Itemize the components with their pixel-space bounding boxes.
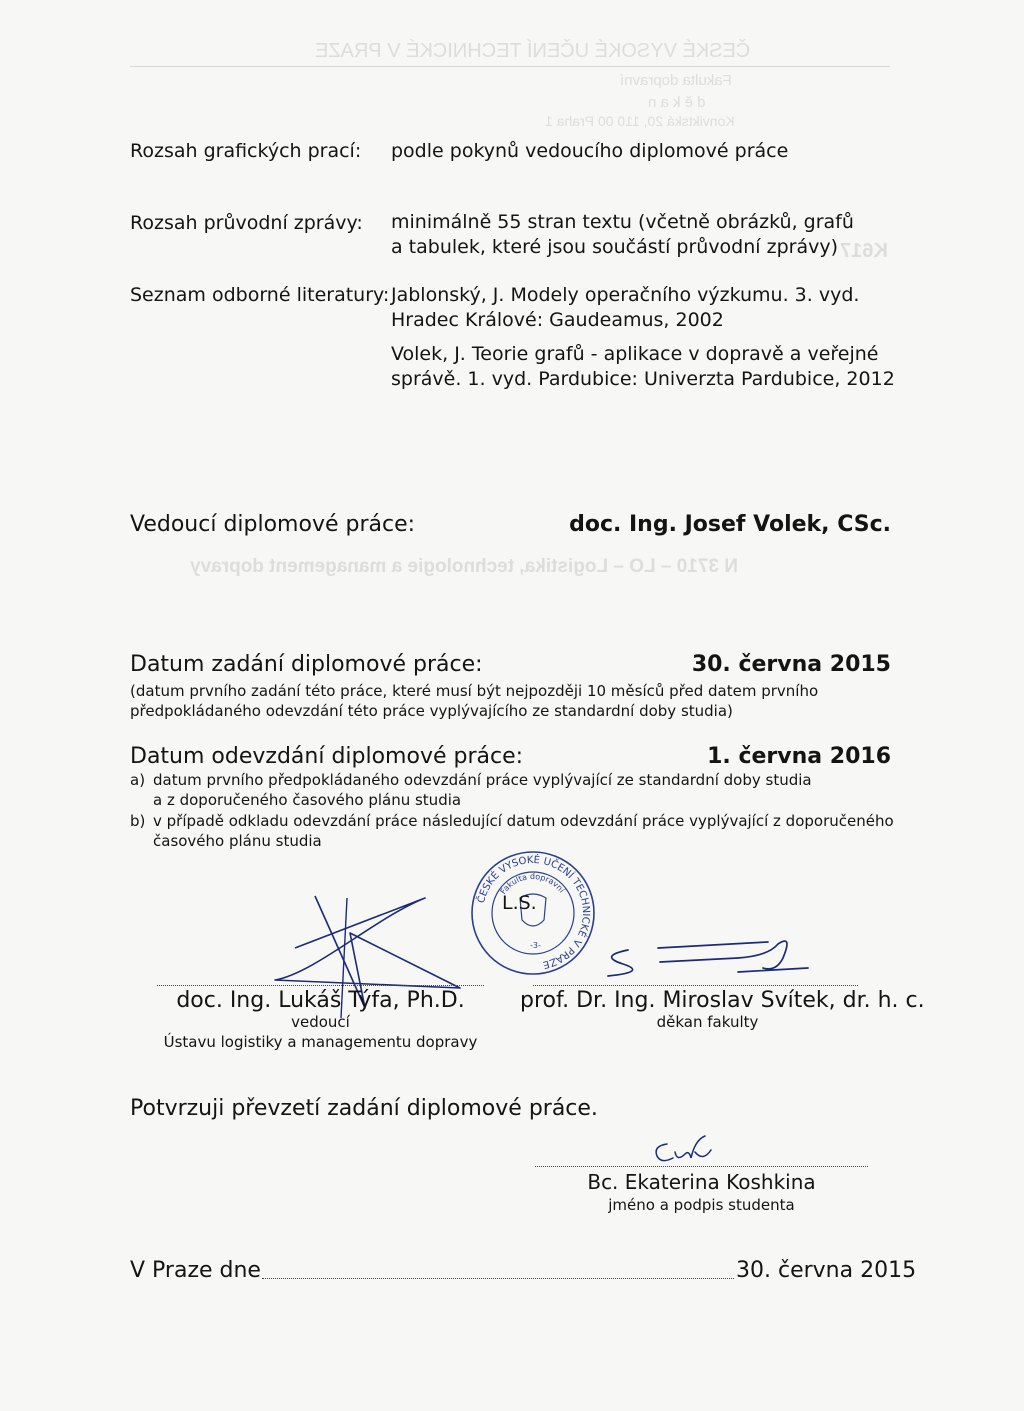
literature-item-1-line-2: Hradec Králové: Gaudeamus, 2002 [391, 309, 724, 331]
bleed-faculty: Fakulta dopravní [620, 72, 732, 89]
submission-date-value: 1. června 2016 [707, 744, 891, 769]
submission-option-a-line-2: a z doporučeného časového plánu studia [153, 791, 462, 809]
supervisor-label: Vedoucí diplomové práce: [130, 512, 416, 537]
submission-option-a-line-1: datum prvního předpokládaného odevzdání práce vyplývající ze standardní doby studia [153, 771, 812, 789]
supervisor-name: doc. Ing. Josef Volek, CSc. [569, 512, 891, 537]
literature-item-2-line-2: správě. 1. vyd. Pardubice: Univerzta Pardubice, 2012 [391, 368, 895, 390]
submission-option-b-marker: b) [130, 812, 146, 830]
report-scope-line-2: a tabulek, které jsou součástí průvodní zprávy) [391, 236, 838, 258]
supervisor-role: vedoucí [291, 1013, 350, 1031]
bleed-header-rule [130, 66, 890, 67]
literature-label: Seznam odborné literatury: [130, 284, 390, 306]
footer-date-dots [262, 1278, 734, 1279]
footer-date: 30. června 2015 [736, 1258, 917, 1283]
graphics-scope-label: Rozsah grafických prací: [130, 140, 362, 162]
graphics-scope-value: podle pokynů vedoucího diplomové práce [391, 140, 789, 162]
dean-role: děkan fakulty [656, 1013, 759, 1031]
bleed-school-name: ČESKÉ VYSOKÉ UČENÍ TECHNICKÉ V PRAZE [315, 40, 751, 62]
submission-date-label: Datum odevzdání diplomové práce: [130, 744, 524, 769]
student-caption: jméno a podpis studenta [608, 1196, 795, 1214]
confirmation-text: Potvrzuji převzetí zadání diplomové práce. [130, 1096, 598, 1121]
dean-handwritten-signature [588, 928, 818, 988]
supervisor-full-name: doc. Ing. Lukáš Týfa, Ph.D. [176, 988, 465, 1013]
seal-ls-mark: L.S. [502, 892, 537, 914]
supervisor-department: Ústavu logistiky a managementu dopravy [163, 1033, 478, 1051]
assignment-date-note-2: předpokládaného odevzdání této práce vyplývajícího ze standardní doby studia) [130, 702, 733, 720]
bleed-program: N 3710 – LO – Logistika, technologie a management dopravy [190, 556, 738, 577]
bleed-dean: d ě k a n [648, 94, 706, 111]
literature-item-2-line-1: Volek, J. Teorie grafů - aplikace v dopravě a veřejné [391, 343, 879, 365]
dean-full-name: prof. Dr. Ing. Miroslav Svítek, dr. h. c. [520, 988, 925, 1013]
seal-inner-text: Fakulta dopravní [498, 871, 567, 896]
submission-option-a-marker: a) [130, 771, 146, 789]
submission-option-b-line-1: v případě odkladu odevzdání práce následující datum odevzdání práce vyplývající z doporučeného [153, 812, 894, 830]
assignment-date-label: Datum zadání diplomové práce: [130, 652, 483, 677]
footer-place: V Praze dne [130, 1258, 261, 1283]
seal-ring-text: ČESKÉ VYSOKÉ UČENÍ TECHNICKÉ V PRAZE [476, 854, 592, 970]
report-scope-label: Rozsah průvodní zprávy: [130, 212, 363, 234]
submission-option-b-line-2: časového plánu studia [153, 832, 322, 850]
bleed-address: Konviktská 20, 110 00 Praha 1 [545, 113, 735, 129]
report-scope-line-1: minimálně 55 stran textu (včetně obrázků, grafů [391, 211, 854, 233]
dean-signature-line [533, 985, 858, 986]
bleed-dept-code: K617 [840, 240, 888, 262]
assignment-date-value: 30. června 2015 [691, 652, 891, 677]
supervisor-signature-line [157, 985, 484, 986]
literature-item-1-line-1: Jablonský, J. Modely operačního výzkumu. 3. vyd. [391, 284, 860, 306]
assignment-date-note-1: (datum prvního zadání této práce, které musí být nejpozději 10 měsíců před datem prvního [130, 682, 819, 700]
student-name: Bc. Ekaterina Koshkina [587, 1170, 816, 1194]
student-signature-line [535, 1166, 868, 1167]
seal-number: -3- [530, 941, 541, 950]
